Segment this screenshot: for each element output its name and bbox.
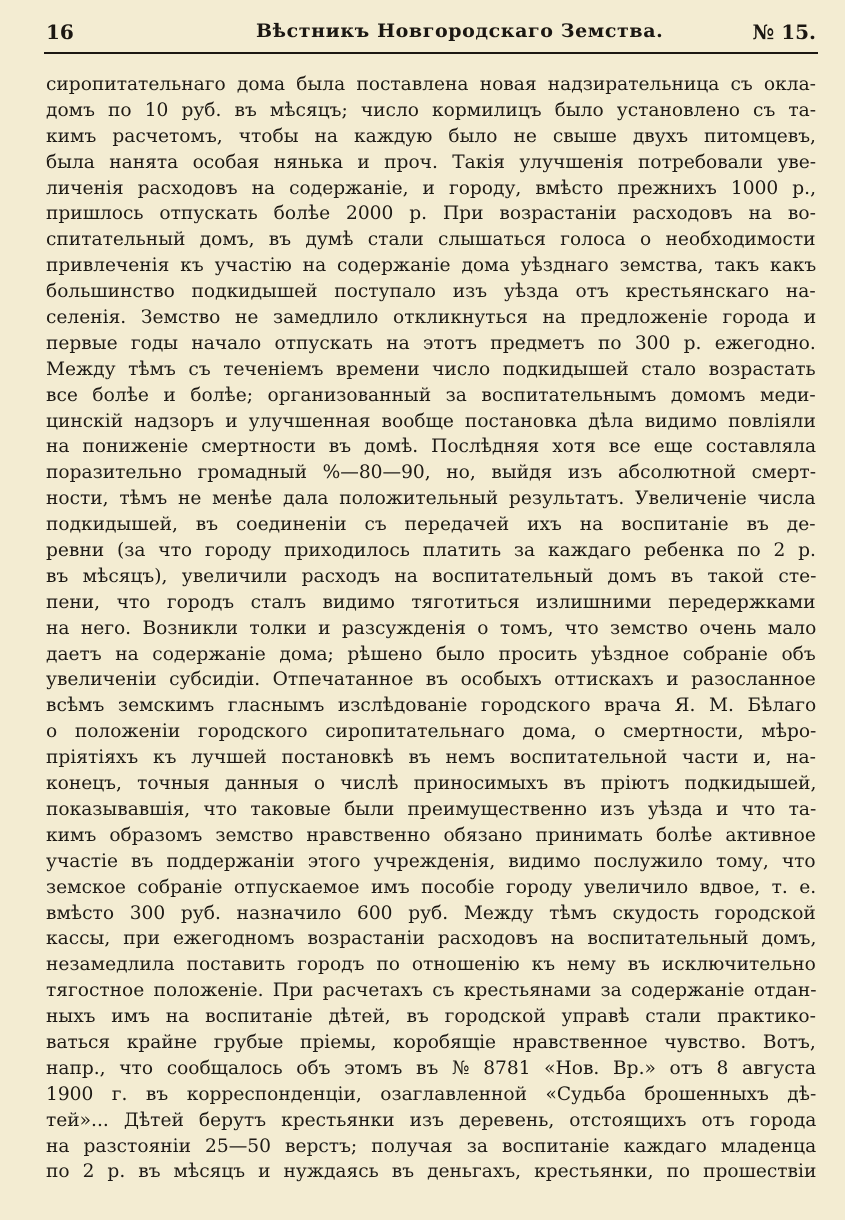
text-line: пришлось отпускать болѣе 2000 р. При возрастаніи расходовъ на во- bbox=[46, 203, 816, 225]
text-line: всѣмъ земскимъ гласнымъ изслѣдованіе городского врача Я. М. Бѣлаго bbox=[46, 695, 816, 717]
page-number: 16 bbox=[46, 20, 74, 44]
text-line: кимъ образомъ земство нравственно обязано принимать болѣе активное bbox=[46, 824, 816, 846]
text-line: 1900 г. въ корреспонденціи, озаглавленной «Судьба брошенныхъ дѣ- bbox=[46, 1083, 816, 1105]
text-line: ваться крайне грубые пріемы, коробящіе нравственное чувство. Вотъ, bbox=[46, 1031, 816, 1053]
running-header bbox=[46, 18, 816, 48]
text-line: по 2 р. въ мѣсяцъ и нуждаясь въ деньгахъ, крестьянки, по прошествіи bbox=[46, 1161, 816, 1183]
text-line: пени, что городъ сталъ видимо тяготиться излишними передержками bbox=[46, 591, 816, 613]
text-line: участіе въ поддержаніи этого учрежденія, видимо послужило тому, что bbox=[46, 850, 816, 872]
text-line: на него. Возникли толки и разсужденія о томъ, что земство очень мало bbox=[46, 617, 816, 639]
text-line: вмѣсто 300 руб. назначило 600 руб. Между тѣмъ скудость городской bbox=[46, 902, 816, 924]
text-line: увеличеніи субсидіи. Отпечатанное въ особыхъ оттискахъ и разосланное bbox=[46, 669, 816, 691]
text-line: подкидышей, въ соединеніи съ передачей ихъ на воспитаніе въ де- bbox=[46, 514, 816, 536]
text-line: спитательный домъ, въ думѣ стали слышаться голоса о необходимости bbox=[46, 229, 816, 251]
text-line: ныхъ имъ на воспитаніе дѣтей, въ городской управѣ стали практико- bbox=[46, 1006, 816, 1028]
text-line: пріятіяхъ къ лучшей постановкѣ въ немъ воспитательной части и, на- bbox=[46, 747, 816, 769]
text-line: первые годы начало отпускать на этотъ предметъ по 300 р. ежегодно. bbox=[46, 332, 816, 354]
text-line: тей»... Дѣтей берутъ крестьянки изъ деревень, отстоящихъ отъ города bbox=[46, 1109, 816, 1131]
text-line: тягостное положеніе. При расчетахъ съ крестьянами за содержаніе отдан- bbox=[46, 980, 816, 1002]
text-line: на пониженіе смертности въ домѣ. Послѣдняя хотя все еще составляла bbox=[46, 436, 816, 458]
text-line: домъ по 10 руб. въ мѣсяцъ; число кормилицъ было установлено съ та- bbox=[46, 99, 816, 121]
header-rule bbox=[44, 52, 818, 54]
text-line: конецъ, точныя данныя о числѣ приносимыхъ въ пріютъ подкидышей, bbox=[46, 773, 816, 795]
text-line: на разстояніи 25—50 верстъ; получая за воспитаніе каждаго младенца bbox=[46, 1135, 816, 1157]
text-line: въ мѣсяцъ), увеличили расходъ на воспитательный домъ въ такой сте- bbox=[46, 565, 816, 587]
text-line: напр., что сообщалось объ этомъ въ № 8781 «Нов. Вр.» отъ 8 августа bbox=[46, 1057, 816, 1079]
text-line: показывавшія, что таковые были преимущественно изъ уѣзда и что та- bbox=[46, 798, 816, 820]
text-line: личенія расходовъ на содержаніе, и городу, вмѣсто прежнихъ 1000 р., bbox=[46, 177, 816, 199]
text-line: селенія. Земство не замедлило откликнуться на предложеніе города и bbox=[46, 307, 816, 329]
body-text bbox=[46, 72, 816, 1185]
text-line: ности, тѣмъ не менѣе дала положительный результатъ. Увеличеніе числа bbox=[46, 488, 816, 510]
text-line: поразительно громадный %—80—90, но, выйдя изъ абсолютной смерт- bbox=[46, 462, 816, 484]
text-line: была нанята особая нянька и проч. Такія улучшенія потребовали уве- bbox=[46, 151, 816, 173]
text-line: все болѣе и болѣе; организованный за воспитательнымъ домомъ меди- bbox=[46, 384, 816, 406]
text-line: Между тѣмъ съ теченіемъ времени число подкидышей стало возрастать bbox=[46, 358, 816, 380]
text-line: привлеченія къ участію на содержаніе дома уѣзднаго земства, такъ какъ bbox=[46, 255, 816, 277]
text-line: земское собраніе отпускаемое имъ пособіе городу увеличило вдвое, т. е. bbox=[46, 876, 816, 898]
text-line: ревни (за что городу приходилось платить за каждаго ребенка по 2 р. bbox=[46, 540, 816, 562]
issue-number: № 15. bbox=[752, 20, 816, 44]
text-line: даетъ на содержаніе дома; рѣшено было просить уѣздное собраніе объ bbox=[46, 643, 816, 665]
text-line: большинство подкидышей поступало изъ уѣзда отъ крестьянскаго на- bbox=[46, 281, 816, 303]
text-line: кимъ расчетомъ, чтобы на каждую было не свыше двухъ питомцевъ, bbox=[46, 125, 816, 147]
text-line: цинскій надзоръ и улучшенная вообще постановка дѣла видимо повліяли bbox=[46, 410, 816, 432]
text-line: о положеніи городского сиропитательнаго дома, о смертности, мѣро- bbox=[46, 721, 816, 743]
journal-title: Вѣстникъ Новгородскаго Земства. bbox=[256, 20, 664, 42]
text-line: сиропитательнаго дома была поставлена новая надзирательница съ окла- bbox=[46, 74, 816, 95]
text-line: кассы, при ежегодномъ возрастаніи расходовъ на воспитательный домъ, bbox=[46, 928, 816, 950]
text-line: незамедлила поставить городъ по отношенію къ нему въ исключительно bbox=[46, 954, 816, 976]
